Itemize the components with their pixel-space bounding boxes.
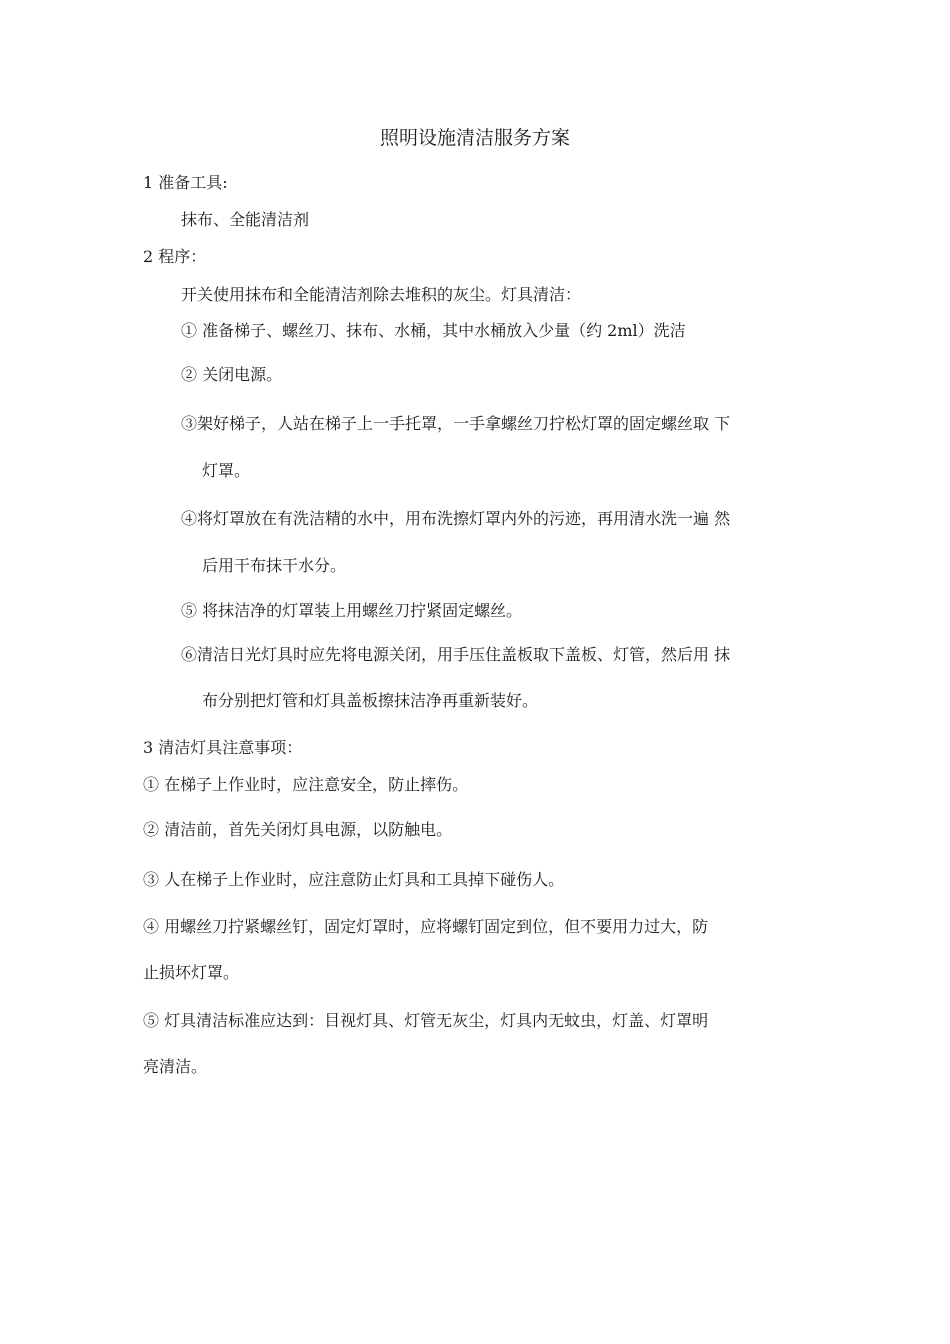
section-notes-heading: 3 清洁灯具注意事项： — [143, 738, 303, 757]
document-title: 照明设施清洁服务方案 — [379, 127, 570, 149]
note-item-continuation: 止损坏灯罩。 — [143, 963, 240, 982]
procedure-step: ⑤ 将抹洁净的灯罩装上用螺丝刀拧紧固定螺丝。 — [181, 601, 523, 620]
note-item: ② 清洁前，首先关闭灯具电源，以防触电。 — [143, 820, 453, 839]
procedure-step: ③架好梯子，人站在梯子上一手托罩，一手拿螺丝刀拧松灯罩的固定螺丝取 下 — [181, 414, 731, 433]
note-item: ③ 人在梯子上作业时，应注意防止灯具和工具掉下碰伤人。 — [143, 870, 565, 889]
section-procedure-heading: 2 程序： — [143, 247, 207, 266]
note-item: ④ 用螺丝刀拧紧螺丝钉，固定灯罩时，应将螺钉固定到位，但不要用力过大，防 — [143, 917, 709, 936]
section-tools-heading: 1 准备工具: — [143, 173, 228, 192]
procedure-step-continuation: 布分别把灯管和灯具盖板擦抹洁净再重新装好。 — [202, 691, 539, 710]
procedure-step-continuation: 灯罩。 — [202, 461, 251, 480]
procedure-intro: 开关使用抹布和全能清洁剂除去堆积的灰尘。灯具清洁： — [181, 285, 582, 304]
note-item: ⑤ 灯具清洁标准应达到：目视灯具、灯管无灰尘，灯具内无蚊虫，灯盖、灯罩明 — [143, 1011, 709, 1030]
procedure-step: ① 准备梯子、螺丝刀、抹布、水桶，其中水桶放入少量（约 2ml）洗洁 — [181, 321, 686, 340]
procedure-step: ④将灯罩放在有洗洁精的水中，用布洗擦灯罩内外的污迹，再用清水洗一遍 然 — [181, 509, 731, 528]
procedure-step: ⑥清洁日光灯具时应先将电源关闭，用手压住盖板取下盖板、灯管，然后用 抹 — [181, 645, 731, 664]
note-item: ① 在梯子上作业时，应注意安全，防止摔伤。 — [143, 775, 469, 794]
section-tools-content: 抹布、全能清洁剂 — [181, 210, 310, 229]
procedure-step: ② 关闭电源。 — [181, 365, 283, 384]
procedure-step-continuation: 后用干布抹干水分。 — [202, 556, 347, 575]
note-item-continuation: 亮清洁。 — [143, 1057, 208, 1076]
